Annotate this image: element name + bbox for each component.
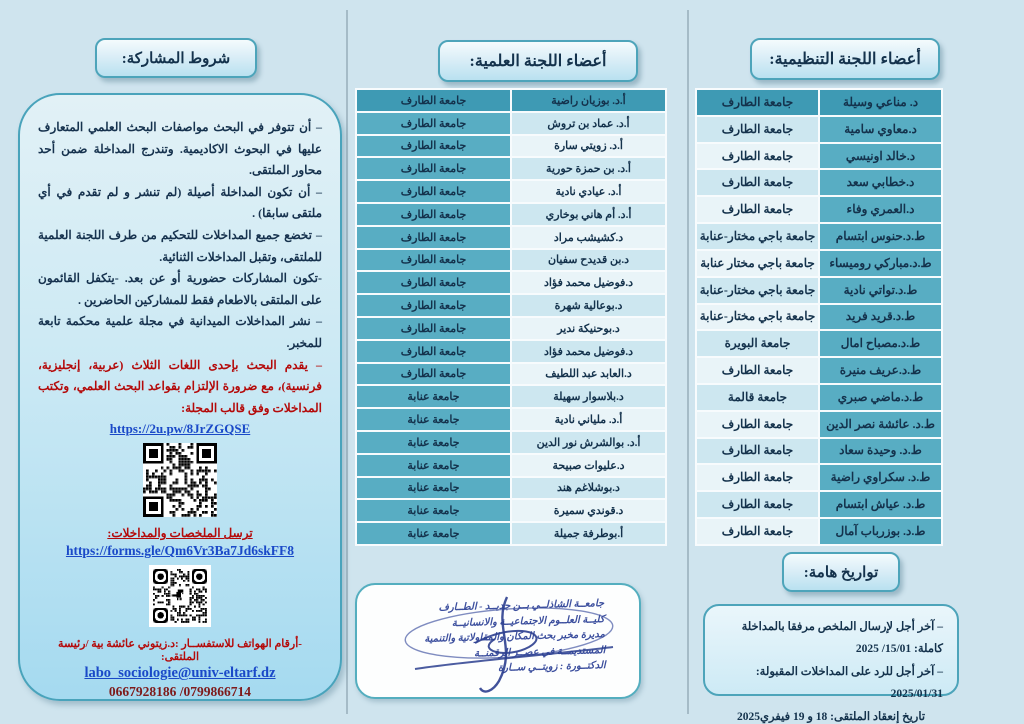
member-name-cell: د. مناعي وسيلة — [819, 89, 942, 116]
stamp-line: المستديمــة في عصــر الرقمنــة — [473, 644, 606, 660]
member-affiliation-cell: جامعة عنابة — [356, 385, 511, 408]
lab-email-link[interactable]: labo_sociologie@univ-eltarf.dz — [84, 665, 276, 682]
member-name-cell: د.خالد اونيسي — [819, 143, 942, 170]
member-name-cell: د.بوعالية شهرة — [511, 294, 666, 317]
member-name-cell: د.معاوي سامية — [819, 116, 942, 143]
date-line: – آخر أجل للرد على المداخلات المقبولة: 2025/01/31 — [755, 665, 943, 701]
stamp-line: الدكتــورة : زويتــي ســارة — [497, 660, 606, 674]
member-affiliation-cell: جامعة الطارف — [696, 89, 819, 116]
table-row — [356, 340, 666, 363]
table-row — [356, 363, 666, 386]
member-name-cell: د.قوندي سميرة — [511, 499, 666, 522]
table-row — [696, 464, 942, 491]
member-name-cell: د.العابد عبد اللطيف — [511, 363, 666, 386]
member-affiliation-cell: جامعة الطارف — [356, 180, 511, 203]
table-row — [356, 522, 666, 545]
member-name-cell: ط.د.ماضي صبري — [819, 384, 942, 411]
table-row — [696, 384, 942, 411]
table-row — [356, 271, 666, 294]
member-affiliation-cell: جامعة الطارف — [696, 116, 819, 143]
member-name-cell: ط.د. وحيدة سعاد — [819, 438, 942, 465]
member-affiliation-cell: جامعة عنابة — [356, 454, 511, 477]
member-affiliation-cell: جامعة الطارف — [696, 169, 819, 196]
stamp-line: كليــة العلــوم الاجتماعيــة والانسانيــة — [451, 613, 605, 629]
fold-divider-line — [346, 10, 348, 714]
member-affiliation-cell: جامعة الطارف — [356, 340, 511, 363]
table-row — [696, 304, 942, 331]
table-row — [696, 277, 942, 304]
member-name-cell: د.فوضيل محمد فؤاد — [511, 340, 666, 363]
date-line: – آخر أجل لإرسال الملخص مرفقا بالمداخلة كاملة: 15/01/ 2025 — [741, 621, 943, 656]
table-row — [356, 294, 666, 317]
table-row — [696, 169, 942, 196]
member-name-cell: أ.د. أم هاني بوخاري — [511, 203, 666, 226]
member-name-cell: د.بلاسوار سهيلة — [511, 385, 666, 408]
organizing-committee-title-text: أعضاء اللجنة التنظيمية: — [769, 51, 921, 68]
journal-template-link[interactable]: https://2u.pw/8JrZGQSE — [109, 421, 251, 437]
table-row — [356, 477, 666, 500]
member-affiliation-cell: جامعة عنابة — [356, 477, 511, 500]
table-row — [356, 203, 666, 226]
member-name-cell: ط.د.حنوس ابتسام — [819, 223, 942, 250]
member-name-cell: أ.د. عماد بن تروش — [511, 112, 666, 135]
scientific-committee-panel — [350, 0, 685, 724]
member-affiliation-cell: جامعة الطارف — [696, 357, 819, 384]
member-affiliation-cell: جامعة باجي مختار-عنابة — [696, 304, 819, 331]
organizing-committee-title — [750, 38, 940, 80]
submission-form-link[interactable]: https://forms.gle/Qm6Vr3Ba7Jd6skFF8 — [65, 543, 295, 559]
journal-template-qr-code-icon — [143, 443, 217, 517]
member-affiliation-cell: جامعة الطارف — [356, 249, 511, 272]
member-affiliation-cell: جامعة عنابة — [356, 499, 511, 522]
organizing-committee-table — [695, 88, 943, 546]
member-name-cell: ط.د. سكراوي راضية — [819, 464, 942, 491]
member-affiliation-cell: جامعة الطارف — [696, 464, 819, 491]
member-name-cell: أ.د. بن حمزة حورية — [511, 157, 666, 180]
participation-conditions-box — [18, 93, 342, 701]
member-name-cell: ط.د.مباركي روميساء — [819, 250, 942, 277]
member-affiliation-cell: جامعة الطارف — [696, 438, 819, 465]
participation-conditions-panel — [15, 0, 345, 724]
conditions-list — [38, 117, 322, 419]
stamp-text — [384, 596, 606, 679]
phone-numbers: 0667928186 /0799866714 — [108, 684, 252, 700]
member-affiliation-cell: جامعة الطارف — [356, 135, 511, 158]
member-affiliation-cell: جامعة البويرة — [696, 330, 819, 357]
member-name-cell: ط.د.مصباح امال — [819, 330, 942, 357]
member-name-cell: ط.د. عياش ابتسام — [819, 491, 942, 518]
member-affiliation-cell: جامعة الطارف — [356, 157, 511, 180]
member-name-cell: أ.د. بوزيان راضية — [511, 89, 666, 112]
member-name-cell: د.العمري وفاء — [819, 196, 942, 223]
table-row — [356, 385, 666, 408]
table-row — [696, 223, 942, 250]
table-row — [356, 157, 666, 180]
member-name-cell: د.فوضيل محمد فؤاد — [511, 271, 666, 294]
table-row — [356, 499, 666, 522]
member-affiliation-cell: جامعة باجي مختار عنابة — [696, 250, 819, 277]
table-row — [696, 116, 942, 143]
table-row — [356, 249, 666, 272]
table-row — [696, 250, 942, 277]
participation-conditions-title — [95, 38, 257, 78]
table-row — [356, 180, 666, 203]
member-affiliation-cell: جامعة عنابة — [356, 522, 511, 545]
lab-director-stamp — [355, 583, 641, 699]
member-name-cell: ط.د.قريد فريد — [819, 304, 942, 331]
member-name-cell: ط.د. عائشة نصر الدين — [819, 411, 942, 438]
condition-item: -تكون المشاركات حضورية أو عن بعد. -يتكفل القائمون على الملتقى بالاطعام فقط للمشاركين الحاضرين . — [38, 271, 322, 307]
table-row — [356, 317, 666, 340]
member-name-cell: ط.د.عريف منيرة — [819, 357, 942, 384]
contact-info-line: -أرقام الهواتف للاستفســار :د.زيتوني عائشة بية /رئيسة الملتقى: — [58, 638, 302, 664]
table-row — [356, 89, 666, 112]
table-row — [696, 438, 942, 465]
important-dates-box — [703, 604, 959, 723]
table-row — [356, 431, 666, 454]
table-row — [356, 408, 666, 431]
member-name-cell: ط.د. بوزرباب آمال — [819, 518, 942, 545]
member-affiliation-cell: جامعة الطارف — [696, 196, 819, 223]
member-affiliation-cell: جامعة الطارف — [356, 271, 511, 294]
table-row — [696, 518, 942, 545]
member-affiliation-cell: جامعة عنابة — [356, 431, 511, 454]
table-row — [696, 330, 942, 357]
stamp-line: مديرة مخبر بحث المكان والمقاولاتية والتنمية — [424, 629, 606, 645]
member-affiliation-cell: جامعة باجي مختار-عنابة — [696, 223, 819, 250]
table-row — [696, 357, 942, 384]
participation-conditions-title-text: شروط المشاركة: — [121, 50, 231, 67]
table-row — [356, 226, 666, 249]
condition-item: – أن تتوفر في البحث مواصفات البحث العلمي المتعارف عليها في البحوث الاكاديمية. وتندرج المداخلة ضمن أحد محاور الملتقى. — [38, 120, 322, 178]
member-affiliation-cell: جامعة الطارف — [356, 363, 511, 386]
member-name-cell: د.خطابي سعد — [819, 169, 942, 196]
member-name-cell: ط.د.تواتي نادية — [819, 277, 942, 304]
member-name-cell: د.بن قديدح سفيان — [511, 249, 666, 272]
member-affiliation-cell: جامعة الطارف — [356, 317, 511, 340]
member-affiliation-cell: جامعة الطارف — [696, 518, 819, 545]
member-name-cell: د.بوشلاغم هند — [511, 477, 666, 500]
member-affiliation-cell: جامعة الطارف — [356, 226, 511, 249]
condition-item: – يقدم البحث بإحدى اللغات الثلاث (عربية، إنجليزية، فرنسية)، مع ضرورة الإلتزام بقواعد البحث العلمي، وتكتب المداخلات وفق قالب المجلة: — [38, 357, 322, 415]
table-row — [356, 135, 666, 158]
member-name-cell: د.عليوات صبيحة — [511, 454, 666, 477]
member-affiliation-cell: جامعة الطارف — [356, 112, 511, 135]
scientific-committee-title-text: أعضاء اللجنة العلمية: — [469, 53, 607, 70]
table-row — [696, 411, 942, 438]
member-affiliation-cell: جامعة الطارف — [356, 294, 511, 317]
table-row — [356, 454, 666, 477]
member-name-cell: أ.د. زويتي سارة — [511, 135, 666, 158]
scientific-committee-title — [438, 40, 638, 82]
member-name-cell: أ.د. عيادي نادية — [511, 180, 666, 203]
condition-item: – تخضع جميع المداخلات للتحكيم من طرف اللجنة العلمية للملتقى، وتقبل المداخلات الثنائية. — [38, 227, 322, 264]
member-affiliation-cell: جامعة باجي مختار-عنابة — [696, 277, 819, 304]
member-name-cell: د.بوحنيكة ندير — [511, 317, 666, 340]
table-row — [696, 491, 942, 518]
member-affiliation-cell: جامعة الطارف — [696, 491, 819, 518]
member-name-cell: أ.د. بوالشرش نور الدين — [511, 431, 666, 454]
member-affiliation-cell: جامعة الطارف — [696, 143, 819, 170]
condition-item: – نشر المداخلات الميدانية في مجلة علمية محكمة تابعة للمخبر. — [38, 314, 322, 350]
member-affiliation-cell: جامعة الطارف — [356, 203, 511, 226]
member-affiliation-cell: جامعة الطارف — [696, 411, 819, 438]
scientific-committee-table — [355, 88, 667, 546]
member-name-cell: أ.بوطرفة جميلة — [511, 522, 666, 545]
date-line: تاريخ إنعقاد الملتقى: 18 و 19 فيفري2025 — [736, 710, 926, 723]
member-name-cell: أ.د. ملياني نادية — [511, 408, 666, 431]
submission-form-qr-code-icon — [149, 565, 211, 627]
condition-item: – أن تكون المداخلة أصيلة (لم تنشر و لم تقدم في أي ملتقى سابقا) . — [38, 184, 322, 221]
member-affiliation-cell: جامعة الطارف — [356, 89, 511, 112]
important-dates-title — [782, 552, 900, 592]
submission-label: ترسل الملخصات والمداخلات: — [107, 526, 253, 541]
fold-divider-line — [687, 10, 689, 714]
table-row — [356, 112, 666, 135]
member-name-cell: د.كشيشب مراد — [511, 226, 666, 249]
member-affiliation-cell: جامعة عنابة — [356, 408, 511, 431]
table-row — [696, 196, 942, 223]
organizing-committee-panel — [690, 0, 1020, 724]
table-row — [696, 89, 942, 116]
table-row — [696, 143, 942, 170]
member-affiliation-cell: جامعة قالمة — [696, 384, 819, 411]
stamp-line: جامعــة الشاذلــي بــن جديــد - الطــارف — [438, 598, 605, 614]
important-dates-title-text: تواريخ هامة: — [803, 564, 879, 581]
